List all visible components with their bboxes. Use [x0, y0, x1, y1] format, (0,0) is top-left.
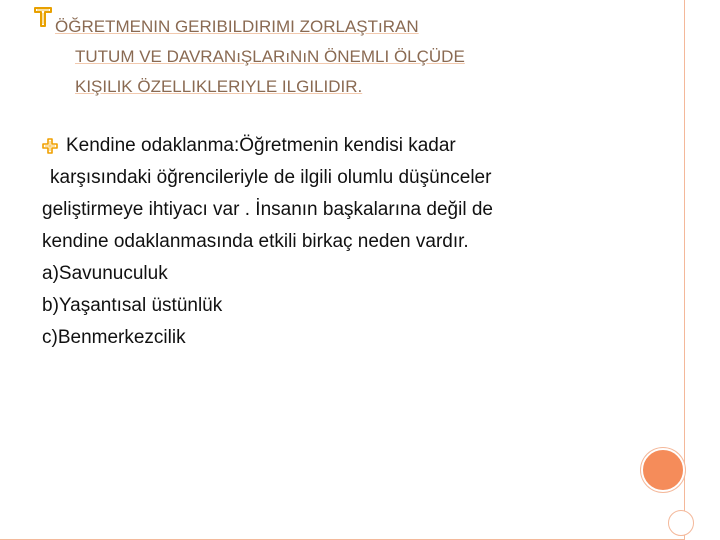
- term-definition: :Öğretmenin kendisi kadar: [233, 135, 456, 156]
- cross-outline-icon: [32, 6, 54, 28]
- list-item: c)Benmerkezcilik: [42, 327, 186, 348]
- term-label: Kendine odaklanma: [66, 135, 234, 156]
- body-line: karşısındaki öğrencileriyle de ilgili olumlu düşünceler: [50, 167, 492, 188]
- cross-outline-icon: [42, 138, 58, 154]
- decorative-small-circle: [668, 510, 694, 536]
- frame-right-border: [684, 0, 685, 540]
- decorative-circle: [641, 448, 685, 492]
- title-line: ÖĞRETMENIN GERIBILDIRIMI ZORLAŞTıRAN: [55, 17, 419, 36]
- slide-title: [55, 12, 615, 102]
- list-item: a)Savunuculuk: [42, 263, 168, 284]
- title-line: TUTUM VE DAVRANıŞLARıNıN ÖNEMLI ÖLÇÜDE: [75, 47, 465, 66]
- title-line: KIŞILIK ÖZELLIKLERIYLE ILGILIDIR.: [75, 77, 363, 96]
- list-item: b)Yaşantısal üstünlük: [42, 295, 223, 316]
- body-line: geliştirmeye ihtiyacı var . İnsanın başkalarına değil de: [42, 199, 493, 220]
- bullet-line: [42, 130, 642, 162]
- body-line: kendine odaklanmasında etkili birkaç neden vardır.: [42, 231, 469, 252]
- slide-body: [42, 130, 642, 354]
